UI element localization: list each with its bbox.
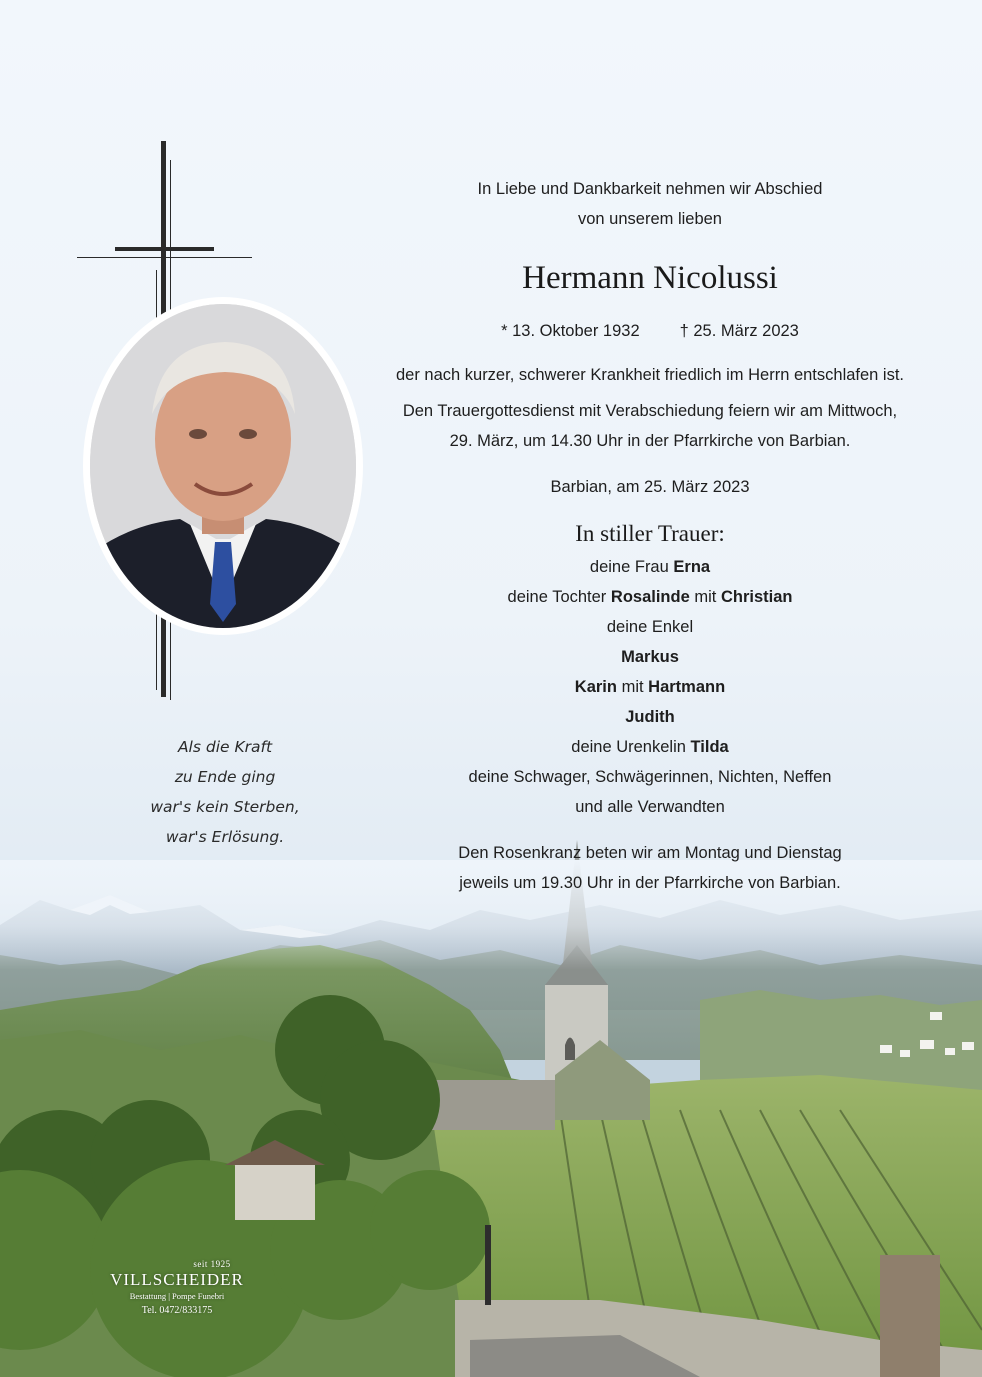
logo-phone: Tel. 0472/833175 (141, 1305, 213, 1316)
cross-horizontal-bar (115, 247, 214, 251)
place-date: Barbian, am 25. März 2023 (550, 478, 750, 496)
mourner-line: deine Tochter Rosalinde mit Christian (507, 588, 793, 606)
portrait-photo (90, 304, 356, 628)
service-line: 29. März, um 14.30 Uhr in der Pfarrkirche von Barbian. (449, 432, 851, 450)
logo-since: seit 1925 (193, 1259, 231, 1269)
rosary-line: Den Rosenkranz beten wir am Montag und Dienstag (458, 844, 842, 862)
mourner-line: Judith (625, 708, 675, 726)
mourner-line: und alle Verwandten (575, 798, 725, 816)
obituary-text (370, 174, 930, 898)
life-dates (370, 316, 930, 346)
cross-horizontal-line (77, 257, 252, 258)
mourner-line: deine Enkel (606, 618, 694, 636)
death-date: † 25. März 2023 (679, 322, 799, 340)
poem-line: zu Ende ging (174, 768, 276, 786)
poem-line: Als die Kraft (177, 738, 273, 756)
mourner-line: deine Frau Erna (589, 558, 711, 576)
intro-line: von unserem lieben (577, 210, 722, 228)
mourner-line: deine Urenkelin Tilda (571, 738, 729, 756)
poem-line: war's Erlösung. (165, 828, 285, 846)
rosary-line: jeweils um 19.30 Uhr in der Pfarrkirche von Barbian. (459, 874, 841, 892)
mourner-line: deine Schwager, Schwägerinnen, Nichten, Neffen (468, 768, 832, 786)
deceased-name: Hermann Nicolussi (522, 260, 778, 296)
mourners-title: In stiller Trauer: (575, 521, 725, 546)
poem-line: war's kein Sterben, (150, 798, 300, 816)
death-note: der nach kurzer, schwerer Krankheit friedlich im Herrn entschlafen ist. (395, 366, 905, 384)
funeral-home-logo (102, 1258, 252, 1320)
logo-brand: VILLSCHEIDER (110, 1270, 244, 1289)
mourner-line: Markus (621, 648, 679, 666)
mourner-line: Karin mit Hartmann (574, 678, 726, 696)
birth-date: * 13. Oktober 1932 (501, 322, 640, 340)
logo-subtitle: Bestattung | Pompe Funebri (129, 1291, 225, 1301)
service-line: Den Trauergottesdienst mit Verabschiedung feiern wir am Mittwoch, (402, 402, 898, 420)
intro-line: In Liebe und Dankbarkeit nehmen wir Abschied (477, 180, 823, 198)
poem (110, 732, 340, 852)
